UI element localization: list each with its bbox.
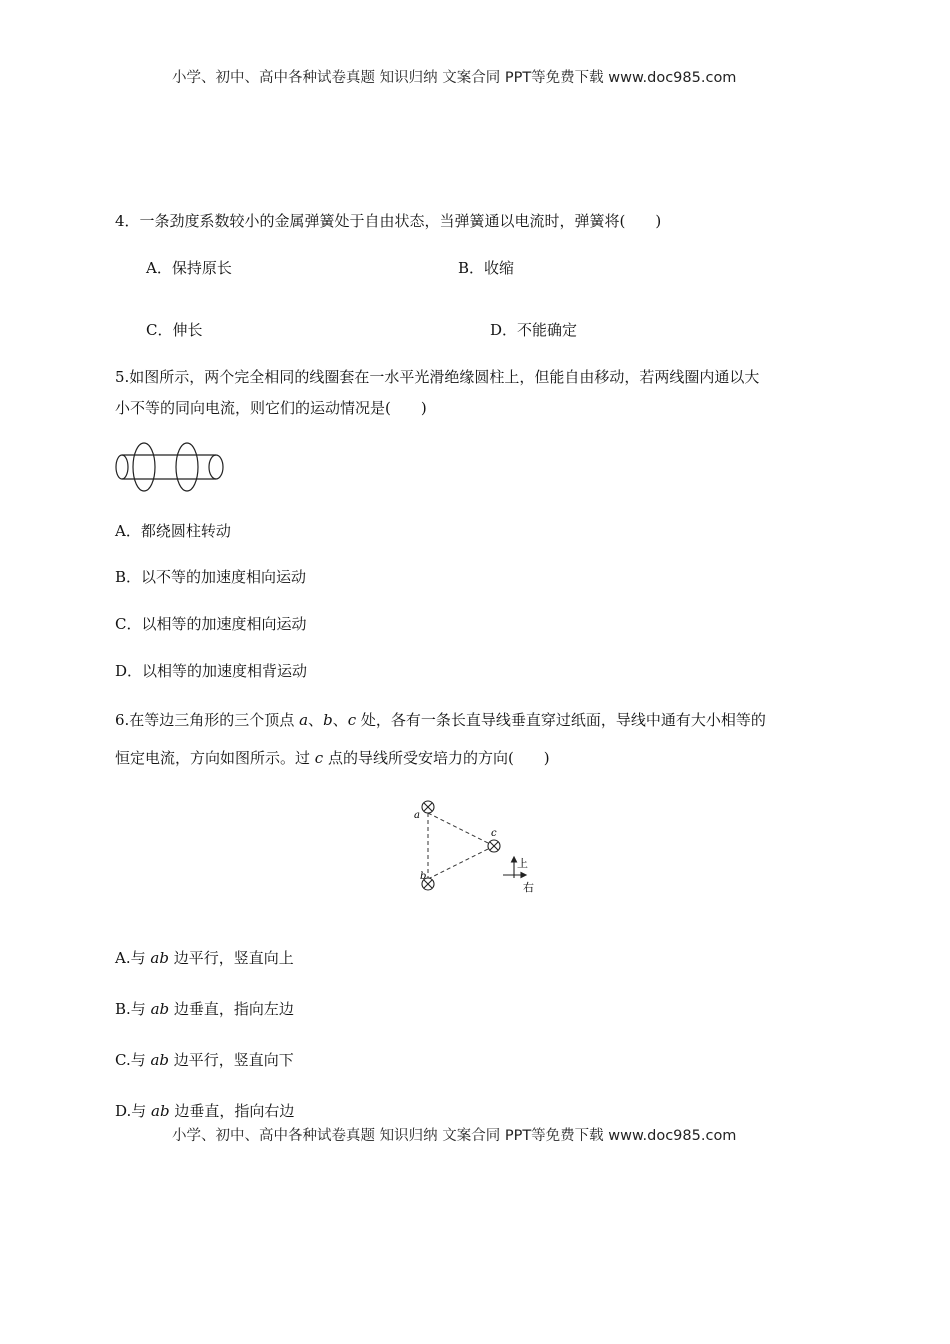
q5-stem-line2: 小不等的同向电流，则它们的运动情况是( ) (115, 399, 427, 417)
label-c: c (491, 828, 497, 839)
q6-option-b: B.与 ab 边垂直，指向左边 (115, 1000, 294, 1018)
page-header: 小学、初中、高中各种试卷真题 知识归纳 文案合同 PPT等免费下载 www.doc985.com (172, 70, 737, 86)
q6-stem-line1: 6.在等边三角形的三个顶点 a、b、c 处，各有一条长直导线垂直穿过纸面，导线中通有大小相等的 (115, 711, 766, 729)
q4-option-d: D．不能确定 (490, 321, 578, 339)
cylinder-coils-figure (110, 440, 230, 495)
label-a: a (414, 810, 420, 821)
page-footer: 小学、初中、高中各种试卷真题 知识归纳 文案合同 PPT等免费下载 www.doc985.com (172, 1128, 737, 1144)
q4-option-c: C．伸长 (146, 321, 203, 339)
coil-left (133, 443, 155, 491)
label-up: 上 (517, 857, 528, 870)
q6-stem-line2: 恒定电流，方向如图所示。过 c 点的导线所受安培力的方向( ) (115, 749, 550, 767)
side-ac (428, 813, 494, 846)
q5-option-c: C．以相等的加速度相向运动 (115, 615, 307, 633)
side-bc (428, 846, 494, 879)
q5-option-b: B．以不等的加速度相向运动 (115, 568, 307, 586)
q4-option-a: A．保持原长 (146, 259, 232, 277)
triangle-wires-figure (405, 795, 545, 900)
q6-option-d: D.与 ab 边垂直，指向右边 (115, 1102, 295, 1120)
q5-option-d: D．以相等的加速度相背运动 (115, 662, 308, 680)
q6-option-c: C.与 ab 边平行，竖直向下 (115, 1051, 294, 1069)
q4-option-b: B．收缩 (458, 259, 515, 277)
q5-stem-line1: 5.如图所示，两个完全相同的线圈套在一水平光滑绝缘圆柱上，但能自由移动，若两线圈内通以大 (115, 368, 760, 386)
q5-option-a: A．都绕圆柱转动 (115, 522, 231, 540)
label-right: 右 (523, 881, 534, 894)
cylinder-right-end (209, 455, 223, 479)
coil-right (176, 443, 198, 491)
label-b: b (420, 871, 427, 882)
cylinder-left-end (116, 455, 128, 479)
q6-option-a: A.与 ab 边平行，竖直向上 (115, 949, 294, 967)
q4-stem: 4．一条劲度系数较小的金属弹簧处于自由状态，当弹簧通以电流时，弹簧将( ) (115, 212, 662, 230)
